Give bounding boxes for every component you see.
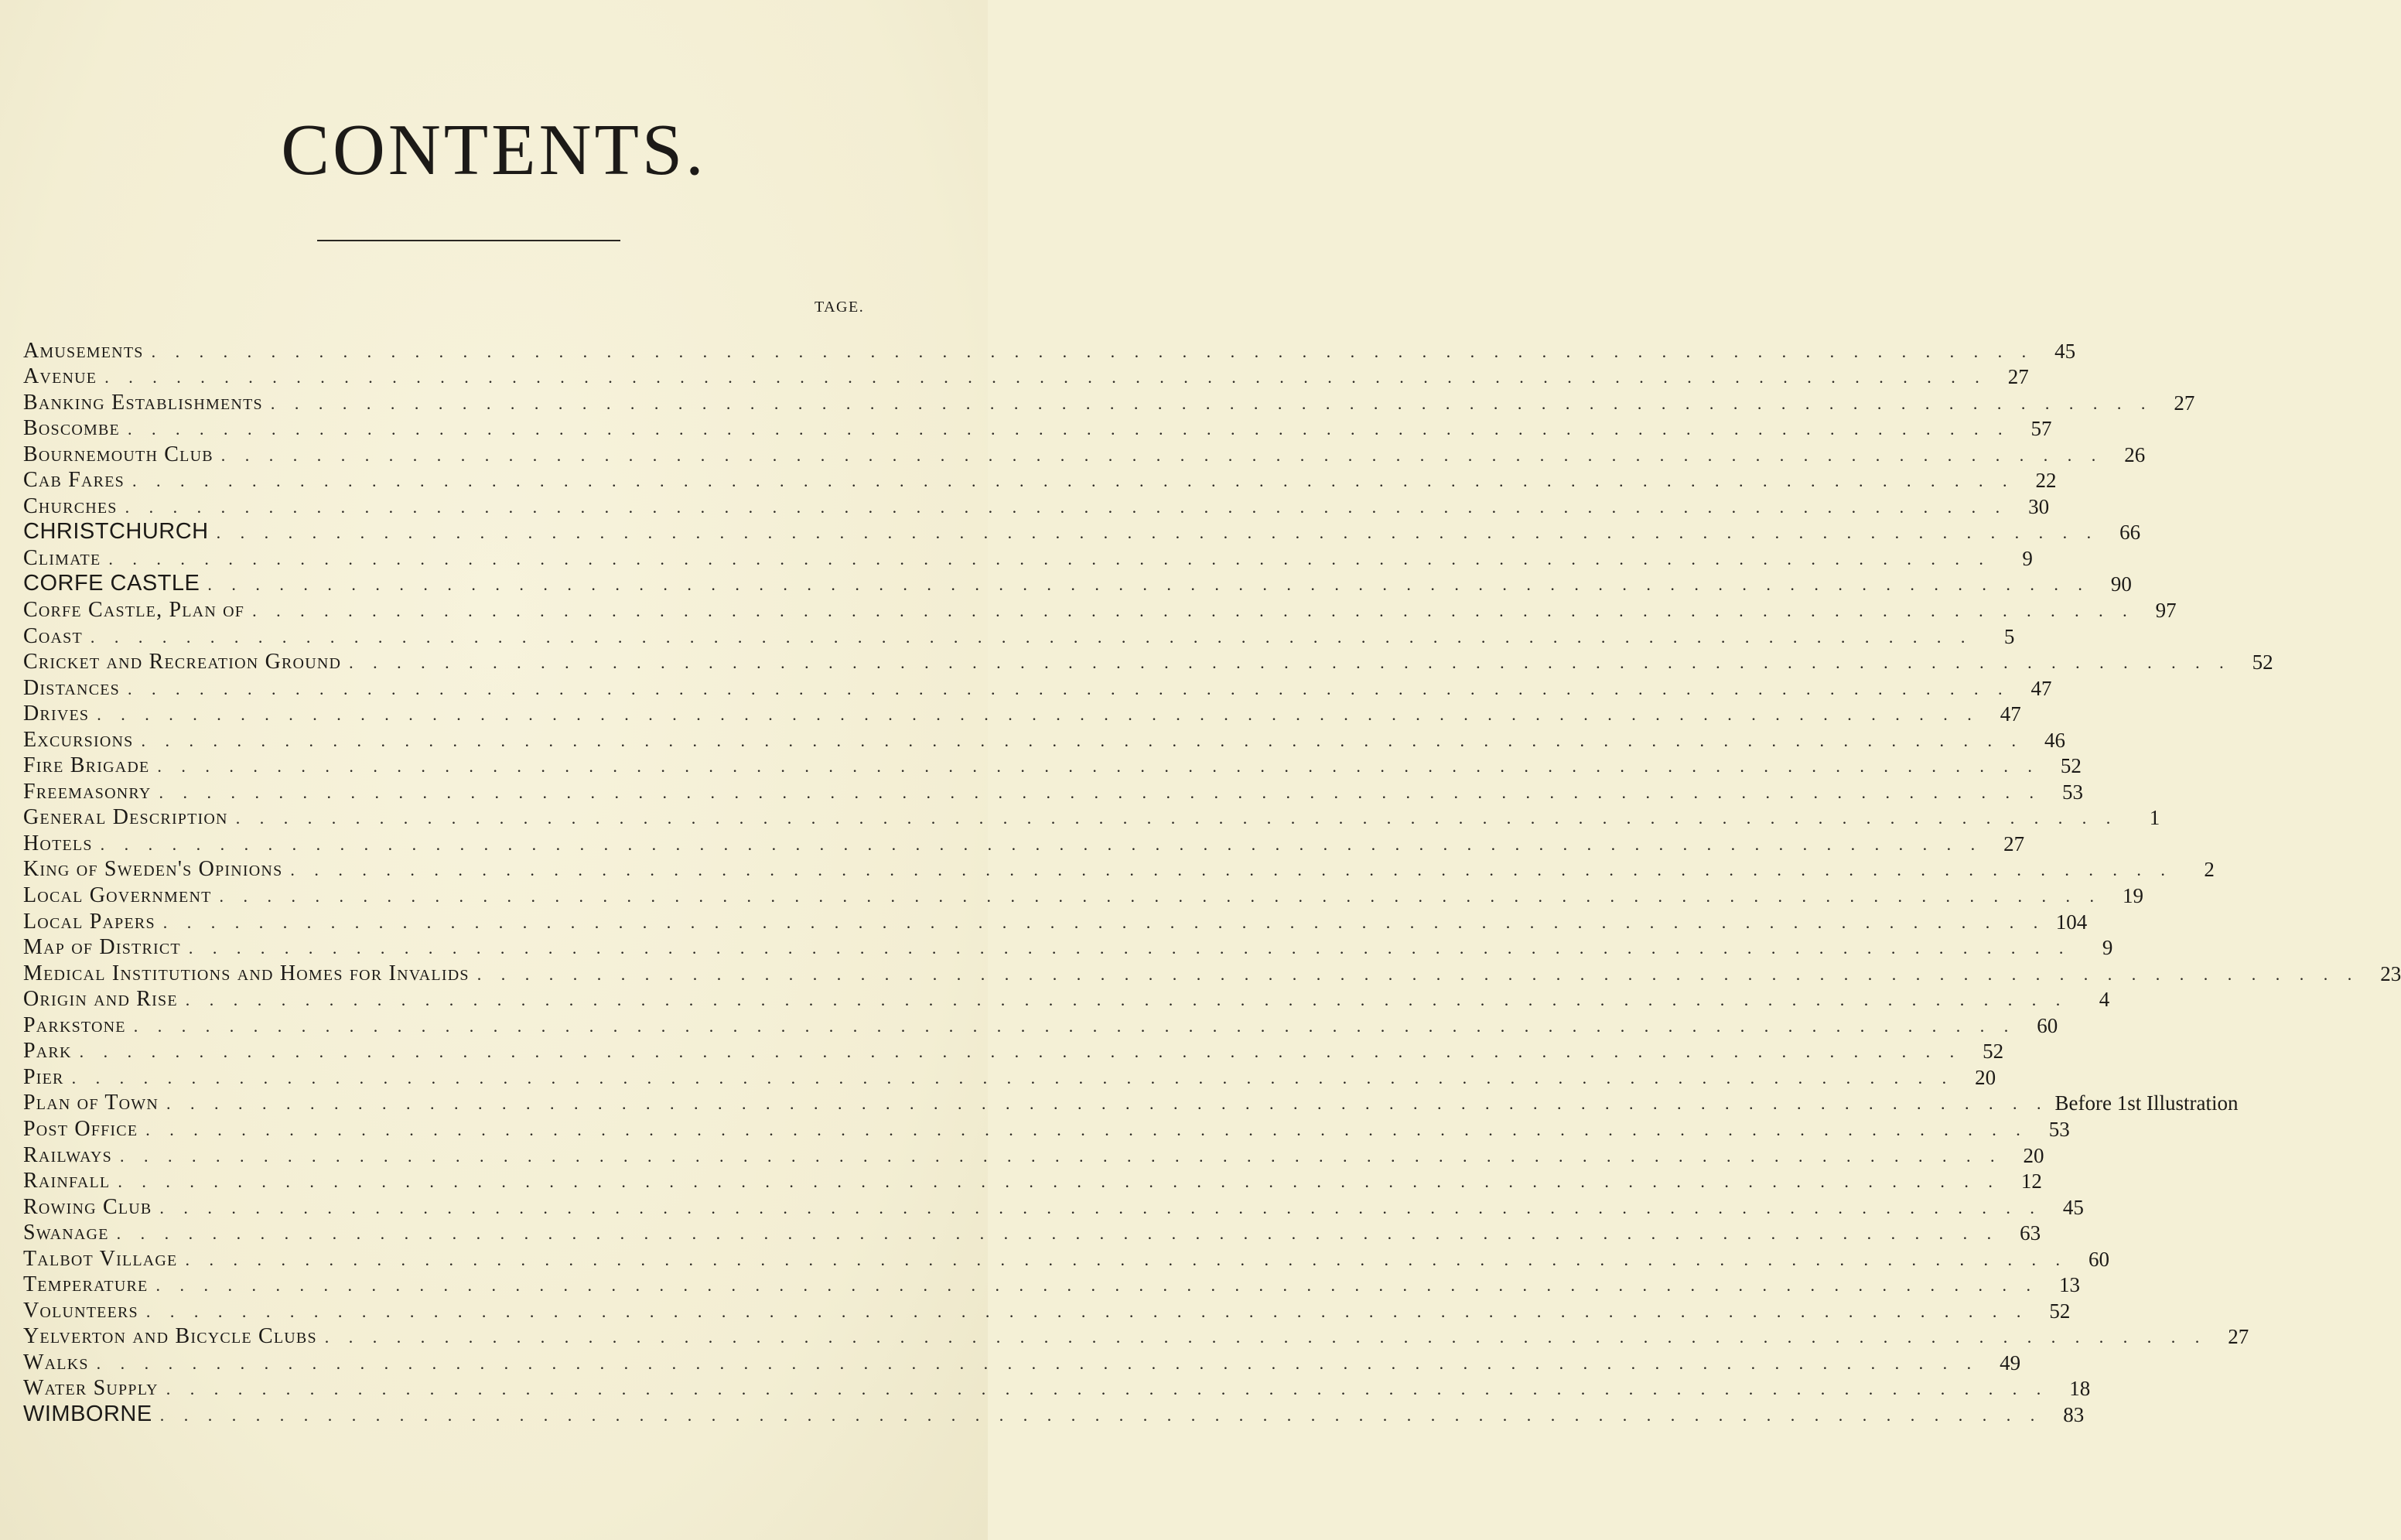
contents-entry [23,958,2401,985]
entry-page-number: 9 [2102,936,2113,960]
entry-label: Drives [23,702,90,726]
page-column-heading: TAGE. [815,299,865,316]
dot-leader: . . . . . . . . . . . . . . . . . . . . . . . . . . . . . . . . . . . . . . . . . . . . . . . . . . . . . . . . . . . . . . . . . . . . . . . . . . . . . . . [100,834,1983,854]
contents-entry [23,1296,2071,1323]
entry-label: Temperature [23,1272,149,1297]
contents-entry [23,725,2065,752]
contents-entry [23,1218,2041,1245]
dot-leader: . . . . . . . . . . . . . . . . . . . . . . . . . . . . . . . . . . . . . . . . . . . . . . . . . . . . . . . . . . . . . . . . . . . . . . . . . . . . . . . [128,678,2010,698]
entry-page-number: 52 [2252,650,2273,674]
entry-label: Plan of Town [23,1091,159,1115]
contents-entry [23,1166,2042,1193]
contents-entry [23,336,2076,363]
contents-entry [23,1347,2021,1374]
dot-leader: . . . . . . . . . . . . . . . . . . . . . . . . . . . . . . . . . . . . . . . . . . . . . . . . . . . . . . . . . . . . . . . . . . . . . . . . . . . . . . . [185,1249,2068,1269]
entry-page-number: 104 [2055,910,2088,934]
entry-page-number: 4 [2099,988,2110,1012]
dot-leader: . . . . . . . . . . . . . . . . . . . . . . . . . . . . . . . . . . . . . . . . . . . . . . . . . . . . . . . . . . . . . . . . . . . . . . . . . . . . . . . [220,445,2104,465]
entry-label: Boscombe [23,416,120,441]
entry-page-number: 52 [2060,754,2082,778]
entry-label: Freemasonry [23,779,152,804]
entry-label: CORFE CASTLE [23,571,200,596]
dot-leader: . . . . . . . . . . . . . . . . . . . . . . . . . . . . . . . . . . . . . . . . . . . . . . . . . . . . . . . . . . . . . . . . . . . . . . . . . . . . . . . [235,808,2119,828]
dot-leader: . . . . . . . . . . . . . . . . . . . . . . . . . . . . . . . . . . . . . . . . . . . . . . . . . . . . . . . . . . . . . . . . . . . . . . . . . . . . . . . [162,912,2046,932]
entry-page-number: 49 [2000,1350,2021,1374]
contents-entry [23,439,2146,466]
entry-label: Rainfall [23,1169,111,1193]
contents-list [23,336,2401,1426]
entry-page-number: 47 [2030,676,2052,700]
entry-page-number: Before 1st Illustration [2054,1091,2239,1115]
dot-leader: . . . . . . . . . . . . . . . . . . . . . . . . . . . . . . . . . . . . . . . . . . . . . . . . . . . . . . . . . . . . . . . . . . . . . . . . . . . . . . . [141,730,2024,750]
entry-label: Yelverton and Bicycle Clubs [23,1324,317,1349]
dot-leader: . . . . . . . . . . . . . . . . . . . . . . . . . . . . . . . . . . . . . . . . . . . . . . . . . . . . . . . . . . . . . . . . . . . . . . . . . . . . . . . [97,705,1979,725]
dot-leader: . . . . . . . . . . . . . . . . . . . . . . . . . . . . . . . . . . . . . . . . . . . . . . . . . . . . . . . . . . . . . . . . . . . . . . . . . . . . . . . [270,393,2153,413]
entry-label: Swanage [23,1221,109,1245]
contents-entry [23,1399,2085,1426]
contents-entry [23,1374,2091,1401]
entry-page-number: 27 [2228,1325,2249,1349]
contents-entry [23,985,2110,1012]
dot-leader: . . . . . . . . . . . . . . . . . . . . . . . . . . . . . . . . . . . . . . . . . . . . . . . . . . . . . . . . . . . . . . . . . . . . . . . . . . . . . . . [79,1042,1962,1062]
contents-entry [23,1270,2080,1297]
contents-entry [23,777,2083,804]
dot-leader: . . . . . . . . . . . . . . . . . . . . . . . . . . . . . . . . . . . . . . . . . . . . . . . . . . . . . . . . . . . . . . . . . . . . . . . . . . . . . . . [116,1224,2000,1244]
dot-leader: . . . . . . . . . . . . . . . . . . . . . . . . . . . . . . . . . . . . . . . . . . . . . . . . . . . . . . . . . . . . . . . . . . . . . . . . . . . . . . . [71,1067,1955,1088]
entry-page-number: 27 [2003,831,2025,855]
entry-label: Parkstone [23,1012,126,1037]
entry-page-number: 30 [2028,494,2050,518]
entry-page-number: 53 [2048,1117,2070,1141]
contents-entry [23,647,2273,674]
entry-label: Cricket and Recreation Ground [23,650,342,674]
dot-leader: . . . . . . . . . . . . . . . . . . . . . . . . . . . . . . . . . . . . . . . . . . . . . . . . . . . . . . . . . . . . . . . . . . . . . . . . . . . . . . . [155,1275,2038,1296]
dot-leader: . . . . . . . . . . . . . . . . . . . . . . . . . . . . . . . . . . . . . . . . . . . . . . . . . . . . . . . . . . . . . . . . . . . . . . . . . . . . . . . [207,575,2090,595]
contents-entry [23,855,2215,882]
entry-page-number: 2 [2204,858,2215,882]
entry-label: Pier [23,1064,64,1089]
entry-page-number: 9 [2022,546,2033,570]
entry-label: Bournemouth Club [23,442,213,466]
entry-label: Churches [23,493,118,518]
entry-label: WIMBORNE [23,1401,152,1426]
dot-leader: . . . . . . . . . . . . . . . . . . . . . . . . . . . . . . . . . . . . . . . . . . . . . . . . . . . . . . . . . . . . . . . . . . . . . . . . . . . . . . . [125,497,2008,517]
entry-label: Fire Brigade [23,753,150,778]
entry-label: Map of District [23,935,181,960]
entry-page-number: 12 [2020,1170,2042,1193]
dot-leader: . . . . . . . . . . . . . . . . . . . . . . . . . . . . . . . . . . . . . . . . . . . . . . . . . . . . . . . . . . . . . . . . . . . . . . . . . . . . . . . [145,1301,2029,1321]
entry-label: General Description [23,805,228,830]
entry-label: Walks [23,1350,89,1374]
dot-leader: . . . . . . . . . . . . . . . . . . . . . . . . . . . . . . . . . . . . . . . . . . . . . . . . . . . . . . . . . . . . . . . . . . . . . . . . . . . . . . . [159,782,2041,802]
entry-label: Excursions [23,727,134,752]
contents-entry [23,1114,2070,1141]
dot-leader: . . . . . . . . . . . . . . . . . . . . . . . . . . . . . . . . . . . . . . . . . . . . . . . . . . . . . . . . . . . . . . . . . . . . . . . . . . . . . . . [96,1353,1979,1373]
entry-page-number: 90 [2110,572,2132,596]
dot-leader: . . . . . . . . . . . . . . . . . . . . . . . . . . . . . . . . . . . . . . . . . . . . . . . . . . . . . . . . . . . . . . . . . . . . . . . . . . . . . . . [185,990,2068,1010]
entry-page-number: 66 [2119,521,2141,545]
dot-leader: . . . . . . . . . . . . . . . . . . . . . . . . . . . . . . . . . . . . . . . . . . . . . . . . . . . . . . . . . . . . . . . . . . . . . . . . . . . . . . . [159,1197,2042,1217]
contents-entry [23,803,2160,830]
entry-page-number: 23 [2380,961,2401,985]
entry-page-number: 18 [2069,1377,2091,1401]
contents-entry [23,1140,2044,1167]
entry-page-number: 27 [2007,365,2029,389]
entry-page-number: 45 [2054,339,2076,363]
dot-leader: . . . . . . . . . . . . . . . . . . . . . . . . . . . . . . . . . . . . . . . . . . . . . . . . . . . . . . . . . . . . . . . . . . . . . . . . . . . . . . . [188,938,2071,958]
entry-page-number: 46 [2044,728,2065,752]
entry-page-number: 60 [2037,1013,2058,1037]
dot-leader: . . . . . . . . . . . . . . . . . . . . . . . . . . . . . . . . . . . . . . . . . . . . . . . . . . . . . . . . . . . . . . . . . . . . . . . . . . . . . . . [131,471,2015,491]
dot-leader: . . . . . . . . . . . . . . . . . . . . . . . . . . . . . . . . . . . . . . . . . . . . . . . . . . . . . . . . . . . . . . . . . . . . . . . . . . . . . . . [104,367,1987,388]
entry-label: Hotels [23,831,93,855]
entry-page-number: 63 [2020,1221,2041,1245]
dot-leader: . . . . . . . . . . . . . . . . . . . . . . . . . . . . . . . . . . . . . . . . . . . . . . . . . . . . . . . . . . . . . . . . . . . . . . . . . . . . . . . [151,341,2034,361]
dot-leader: . . . . . . . . . . . . . . . . . . . . . . . . . . . . . . . . . . . . . . . . . . . . . . . . . . . . . . . . . . . . . . . . . . . . . . . . . . . . . . . [90,627,1973,647]
contents-entry [23,466,2057,493]
entry-label: King of Sweden's Opinions [23,857,283,882]
dot-leader: . . . . . . . . . . . . . . . . . . . . . . . . . . . . . . . . . . . . . . . . . . . . . . . . . . . . . . . . . . . . . . . . . . . . . . . . . . . . . . . [252,601,2135,621]
contents-entry [23,828,2025,855]
contents-entry [23,414,2052,441]
contents-entry [23,1010,2058,1037]
entry-page-number: 52 [1983,1040,2004,1064]
entry-page-number: 26 [2124,442,2146,466]
dot-leader: . . . . . . . . . . . . . . . . . . . . . . . . . . . . . . . . . . . . . . . . . . . . . . . . . . . . . . . . . . . . . . . . . . . . . . . . . . . . . . . [166,1094,2049,1114]
contents-entry [23,1192,2084,1219]
dot-leader: . . . . . . . . . . . . . . . . . . . . . . . . . . . . . . . . . . . . . . . . . . . . . . . . . . . . . . . . . . . . . . . . . . . . . . . . . . . . . . . [216,523,2099,543]
contents-entry [23,388,2195,415]
contents-entry [23,569,2132,596]
dot-leader: . . . . . . . . . . . . . . . . . . . . . . . . . . . . . . . . . . . . . . . . . . . . . . . . . . . . . . . . . . . . . . . . . . . . . . . . . . . . . . . [133,1016,2017,1036]
entry-label: Cab Fares [23,468,125,493]
entry-page-number: 97 [2155,599,2177,623]
dot-leader: . . . . . . . . . . . . . . . . . . . . . . . . . . . . . . . . . . . . . . . . . . . . . . . . . . . . . . . . . . . . . . . . . . . . . . . . . . . . . . . [219,886,2102,907]
entry-label: Amusements [23,338,144,363]
title-rule [317,240,620,241]
dot-leader: . . . . . . . . . . . . . . . . . . . . . . . . . . . . . . . . . . . . . . . . . . . . . . . . . . . . . . . . . . . . . . . . . . . . . . . . . . . . . . . [324,1327,2208,1347]
dot-leader: . . . . . . . . . . . . . . . . . . . . . . . . . . . . . . . . . . . . . . . . . . . . . . . . . . . . . . . . . . . . . . . . . . . . . . . . . . . . . . . [118,1172,2000,1192]
dot-leader: . . . . . . . . . . . . . . . . . . . . . . . . . . . . . . . . . . . . . . . . . . . . . . . . . . . . . . . . . . . . . . . . . . . . . . . . . . . . . . . [166,1379,2049,1399]
contents-entry [23,1036,2004,1064]
contents-entry [23,699,2021,726]
entry-page-number: 47 [2000,702,2021,726]
contents-entry [23,362,2029,389]
contents-entry [23,621,2015,648]
dot-leader: . . . . . . . . . . . . . . . . . . . . . . . . . . . . . . . . . . . . . . . . . . . . . . . . . . . . . . . . . . . . . . . . . . . . . . . . . . . . . . . [127,419,2010,439]
dot-leader: . . . . . . . . . . . . . . . . . . . . . . . . . . . . . . . . . . . . . . . . . . . . . . . . . . . . . . . . . . . . . . . . . . . . . . . . . . . . . . . [119,1146,2003,1166]
entry-page-number: 13 [2058,1273,2080,1297]
contents-entry [23,491,2050,518]
entry-label: Banking Establishments [23,390,263,415]
entry-page-number: 83 [2063,1402,2085,1426]
entry-page-number: 19 [2123,884,2144,908]
contents-entry [23,751,2082,778]
entry-page-number: 20 [1975,1065,1996,1089]
entry-label: Local Government [23,883,212,908]
entry-label: Avenue [23,364,97,389]
entry-label: Local Papers [23,909,155,934]
contents-entry [23,517,2141,545]
entry-page-number: 5 [2003,624,2015,648]
contents-entry [23,1062,1996,1089]
entry-page-number: 45 [2062,1195,2084,1219]
entry-label: Railways [23,1142,112,1167]
entry-page-number: 60 [2088,1247,2109,1271]
contents-entry [23,880,2144,908]
entry-label: Volunteers [23,1298,138,1323]
contents-entry [23,595,2177,623]
dot-leader: . . . . . . . . . . . . . . . . . . . . . . . . . . . . . . . . . . . . . . . . . . . . . . . . . . . . . . . . . . . . . . . . . . . . . . . . . . . . . . . [476,964,2360,984]
entry-label: Talbot Village [23,1246,178,1271]
page-title: CONTENTS. [281,110,707,190]
contents-entry [23,1244,2109,1271]
dot-leader: . . . . . . . . . . . . . . . . . . . . . . . . . . . . . . . . . . . . . . . . . . . . . . . . . . . . . . . . . . . . . . . . . . . . . . . . . . . . . . . [157,756,2040,777]
dot-leader: . . . . . . . . . . . . . . . . . . . . . . . . . . . . . . . . . . . . . . . . . . . . . . . . . . . . . . . . . . . . . . . . . . . . . . . . . . . . . . . [290,860,2173,880]
entry-label: Distances [23,675,120,700]
entry-label: CHRISTCHURCH [23,519,209,545]
dot-leader: . . . . . . . . . . . . . . . . . . . . . . . . . . . . . . . . . . . . . . . . . . . . . . . . . . . . . . . . . . . . . . . . . . . . . . . . . . . . . . . [159,1405,2043,1425]
entry-label: Origin and Rise [23,987,178,1012]
entry-label: Water Supply [23,1376,159,1401]
contents-entry [23,907,2088,934]
dot-leader: . . . . . . . . . . . . . . . . . . . . . . . . . . . . . . . . . . . . . . . . . . . . . . . . . . . . . . . . . . . . . . . . . . . . . . . . . . . . . . . [145,1119,2028,1139]
contents-entry [23,543,2033,570]
entry-label: Corfe Castle, Plan of [23,598,245,623]
entry-page-number: 53 [2061,780,2083,804]
entry-page-number: 52 [2049,1299,2071,1323]
entry-page-number: 57 [2030,417,2052,441]
entry-label: Post Office [23,1116,138,1141]
entry-label: Coast [23,623,83,648]
entry-page-number: 1 [2149,806,2160,830]
entry-label: Climate [23,545,101,570]
dot-leader: . . . . . . . . . . . . . . . . . . . . . . . . . . . . . . . . . . . . . . . . . . . . . . . . . . . . . . . . . . . . . . . . . . . . . . . . . . . . . . . [349,653,2232,673]
contents-entry [23,673,2052,700]
entry-label: Park [23,1039,72,1064]
contents-entry [23,1088,2239,1115]
entry-page-number: 22 [2035,469,2057,493]
entry-page-number: 20 [2023,1143,2044,1167]
entry-label: Rowing Club [23,1194,152,1219]
entry-label: Medical Institutions and Homes for Invalids [23,961,470,985]
dot-leader: . . . . . . . . . . . . . . . . . . . . . . . . . . . . . . . . . . . . . . . . . . . . . . . . . . . . . . . . . . . . . . . . . . . . . . . . . . . . . . . [108,548,1991,569]
entry-page-number: 27 [2174,391,2195,415]
contents-entry [23,1322,2249,1349]
contents-entry [23,933,2113,960]
